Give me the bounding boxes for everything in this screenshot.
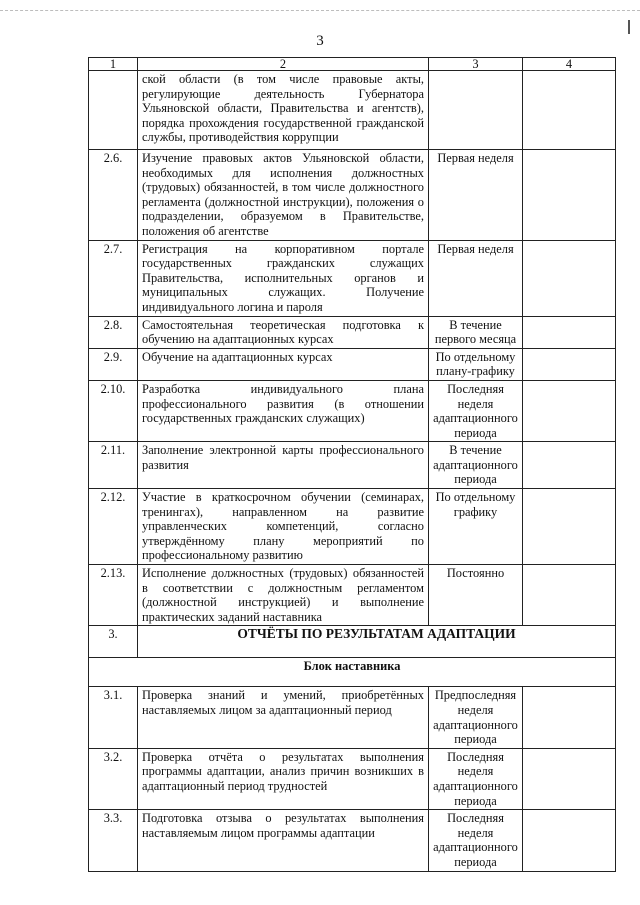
row-mark <box>523 316 616 348</box>
table-row <box>89 565 616 626</box>
row-activity: Изучение правовых актов Ульяновской области, необходимых для исполнения должностных (трудовых) обязанностей, в том числе должностного регламента (должностной инструкции), положения о подразделении, образуемом в Правительстве, положения об агентстве <box>138 150 429 241</box>
row-deadline: По отдельному графику <box>429 489 523 565</box>
table-row <box>89 687 616 748</box>
row-number: 2.6. <box>89 150 138 241</box>
row-mark <box>523 687 616 748</box>
row-number: 2.7. <box>89 240 138 316</box>
section-number: 3. <box>89 626 138 658</box>
table-row <box>89 348 616 380</box>
row-mark <box>523 810 616 871</box>
row-mark <box>523 565 616 626</box>
row-number: 2.10. <box>89 380 138 441</box>
row-activity: Проверка знаний и умений, приобретённых наставляемых лицом за адаптационный период <box>138 687 429 748</box>
column-header: 4 <box>523 58 616 71</box>
row-mark <box>523 380 616 441</box>
row-number: 3.3. <box>89 810 138 871</box>
table-row <box>89 316 616 348</box>
column-header: 2 <box>138 58 429 71</box>
section-row <box>89 626 616 658</box>
adaptation-plan-table <box>88 57 616 872</box>
column-number-row <box>89 58 616 71</box>
row-deadline <box>429 71 523 150</box>
row-number: 2.11. <box>89 442 138 489</box>
row-mark <box>523 489 616 565</box>
row-deadline: Постоянно <box>429 565 523 626</box>
row-activity: Разработка индивидуального плана профессионального развития (в отношении государственных гражданских служащих) <box>138 380 429 441</box>
column-header: 1 <box>89 58 138 71</box>
row-deadline: Первая неделя <box>429 150 523 241</box>
row-number: 2.13. <box>89 565 138 626</box>
row-activity: Заполнение электронной карты профессионального развития <box>138 442 429 489</box>
page-number: 3 <box>316 33 324 49</box>
row-number <box>89 71 138 150</box>
row-mark <box>523 442 616 489</box>
row-number: 3.2. <box>89 748 138 809</box>
row-activity: Исполнение должностных (трудовых) обязанностей в соответствии с должностным регламентом (должностной инструкцией) и выполнение практических заданий наставника <box>138 565 429 626</box>
row-deadline: В течение адаптационного периода <box>429 442 523 489</box>
row-number: 2.8. <box>89 316 138 348</box>
row-mark <box>523 240 616 316</box>
row-number: 3.1. <box>89 687 138 748</box>
row-number: 2.12. <box>89 489 138 565</box>
row-mark <box>523 348 616 380</box>
row-activity: Регистрация на корпоративном портале государственных гражданских служащих Правительства, исполнительных органов и муниципальных служащих. Получение индивидуального логина и пароля <box>138 240 429 316</box>
row-deadline: Предпоследняя неделя адаптационного периода <box>429 687 523 748</box>
table-row <box>89 442 616 489</box>
row-deadline: Последняя неделя адаптационного периода <box>429 810 523 871</box>
scan-edge-mark <box>628 20 630 34</box>
row-deadline: Первая неделя <box>429 240 523 316</box>
row-mark <box>523 150 616 241</box>
row-activity: ской области (в том числе правовые акты, регулирующие деятельность Губернатора Ульяновской области, Правительства и агентств), порядка прохождения государственной гражданской службы, противодействия коррупции <box>138 71 429 150</box>
table-row <box>89 748 616 809</box>
section-title: ОТЧЁТЫ ПО РЕЗУЛЬТАТАМ АДАПТАЦИИ <box>138 626 616 658</box>
table-row <box>89 71 616 150</box>
row-mark <box>523 748 616 809</box>
row-activity: Подготовка отзыва о результатах выполнения наставляемым лицом программы адаптации <box>138 810 429 871</box>
table-row <box>89 150 616 241</box>
subsection-row <box>89 658 616 687</box>
row-number: 2.9. <box>89 348 138 380</box>
column-header: 3 <box>429 58 523 71</box>
row-activity: Проверка отчёта о результатах выполнения программы адаптации, анализ причин возникших в адаптационный период трудностей <box>138 748 429 809</box>
table-row <box>89 380 616 441</box>
row-deadline: Последняя неделя адаптационного периода <box>429 748 523 809</box>
row-activity: Участие в краткосрочном обучении (семинарах, тренингах), направленном на развитие управленческих компетенций, согласно утверждённому плану мероприятий по профессиональному развитию <box>138 489 429 565</box>
row-activity: Обучение на адаптационных курсах <box>138 348 429 380</box>
scan-edge-line <box>0 10 640 11</box>
row-deadline: В течение первого месяца <box>429 316 523 348</box>
row-activity: Самостоятельная теоретическая подготовка к обучению на адаптационных курсах <box>138 316 429 348</box>
row-mark <box>523 71 616 150</box>
row-deadline: Последняя неделя адаптационного периода <box>429 380 523 441</box>
table-row <box>89 240 616 316</box>
row-deadline: По отдельному плану-графику <box>429 348 523 380</box>
subsection-title: Блок наставника <box>89 658 616 687</box>
table-row <box>89 489 616 565</box>
table-row <box>89 810 616 871</box>
